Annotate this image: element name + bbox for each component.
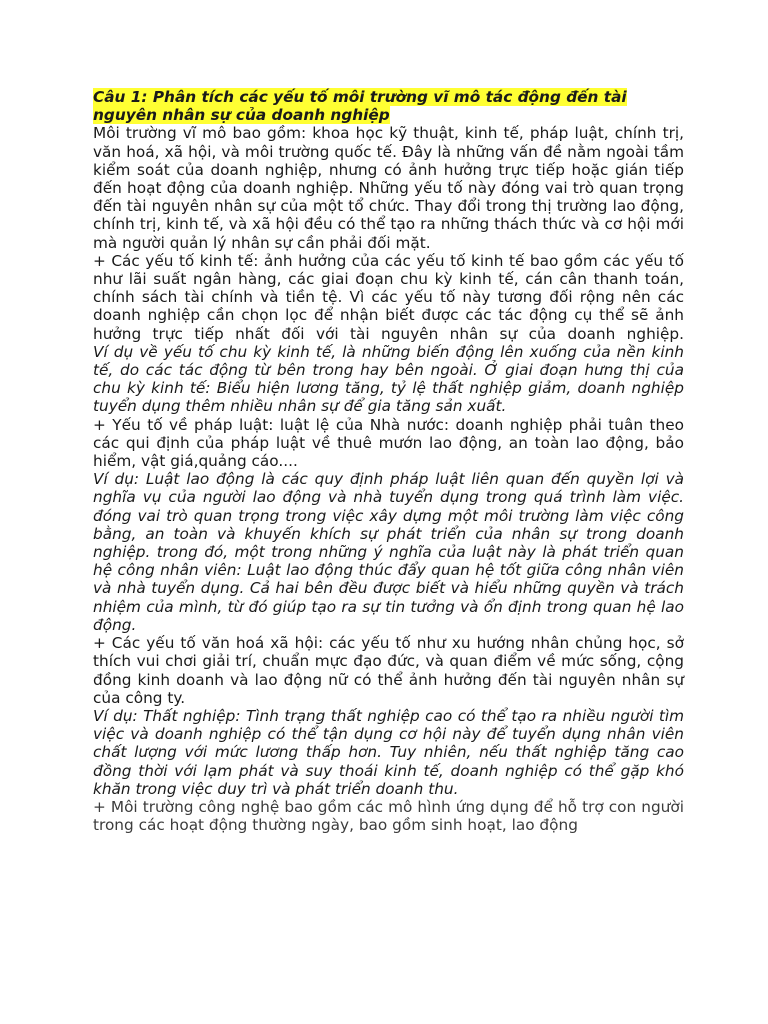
legal-example-paragraph: Ví dụ: Luật lao động là các quy định pháp luật liên quan đến quyền lợi và nghĩa vụ của người lao động và nhà tuyển dụng trong quá trình làm việc. đóng vai trò quan trọng trong việc xây dựng một môi trường làm việc công bằng, an toàn và khuyến khích sự phát triển của nhân sự trong doanh nghiệp. trong đó, một trong những ý nghĩa của luật này là phát triển quan hệ công nhân viên: Luật lao động thúc đẩy quan hệ tốt giữa công nhân viên và nhà tuyển dụng. Cả hai bên đều được biết và hiểu những quyền và trách nhiệm của mình, từ đó giúp tạo ra sự tin tưởng và ổn định trong quan hệ lao động. [93,470,684,634]
intro-paragraph: Môi trường vĩ mô bao gồm: khoa học kỹ thuật, kinh tế, pháp luật, chính trị, văn hoá, xã hội, và môi trường quốc tế. Đây là những vấn đề nằm ngoài tầm kiểm soát của doanh nghiệp, nhưng có ảnh hưởng trực tiếp hoặc gián tiếp đến hoạt động của doanh nghiệp. Những yếu tố này đóng vai trò quan trọng đến tài nguyên nhân sự của một tổ chức. Thay đổi trong thị trường lao động, chính trị, kinh tế, và xã hội đều có thể tạo ra những thách thức và cơ hội mới mà người quản lý nhân sự cần phải đối mặt. [93,124,684,252]
heading-line-1: Câu 1: Phân tích các yếu tố môi trường vĩ mô tác động đến tài [93,88,627,106]
question-heading [93,88,684,124]
economic-factor-paragraph: + Các yếu tố kinh tế: ảnh hưởng của các yếu tố kinh tế bao gồm các yếu tố như lãi suất ngân hàng, các giai đoạn chu kỳ kinh tế, cán cân thanh toán, chính sách tài chính và tiền tệ. Vì các yếu tố này tương đối rộng nên các doanh nghiệp cần chọn lọc để nhận biết được các tác động cụ thể sẽ ảnh hưởng trực tiếp nhất đối với tài nguyên nhân sự của doanh nghiệp. [93,251,684,343]
culture-factor-paragraph: + Các yếu tố văn hoá xã hội: các yếu tố như xu hướng nhân chủng học, sở thích vui chơi giải trí, chuẩn mực đạo đức, và quan điểm về mức sống, cộng đồng kinh doanh và lao động nữ có thể ảnh hưởng đến tài nguyên nhân sự của công ty. [93,634,684,707]
document-page [93,88,684,834]
economic-example-paragraph: Ví dụ về yếu tố chu kỳ kinh tế, là những biến động lên xuống của nền kinh tế, do các tác động từ bên trong hay bên ngoài. Ở giai đoạn hưng thị của chu kỳ kinh tế: Biểu hiện lương tăng, tỷ lệ thất nghiệp giảm, doanh nghiệp tuyển dụng thêm nhiều nhân sự để gia tăng sản xuất. [93,342,684,416]
heading-line-2: nguyên nhân sự của doanh nghiệp [93,106,390,125]
culture-example-paragraph: Ví dụ: Thất nghiệp: Tình trạng thất nghiệp cao có thể tạo ra nhiều người tìm việc và doanh nghiệp có thể tận dụng cơ hội này để tuyển dụng nhân viên chất lượng với mức lương thấp hơn. Tuy nhiên, nếu thất nghiệp tăng cao đồng thời với lạm phát và suy thoái kinh tế, doanh nghiệp có thể gặp khó khăn trong việc duy trì và phát triển doanh thu. [93,706,684,798]
technology-factor-paragraph: + Môi trường công nghệ bao gồm các mô hình ứng dụng để hỗ trợ con người trong các hoạt động thường ngày, bao gồm sinh hoạt, lao động [93,797,684,835]
legal-factor-paragraph: + Yếu tố về pháp luật: luật lệ của Nhà nước: doanh nghiệp phải tuân theo các qui định của pháp luật về thuê mướn lao động, an toàn lao động, bảo hiểm, vật giá,quảng cáo.... [93,415,684,471]
